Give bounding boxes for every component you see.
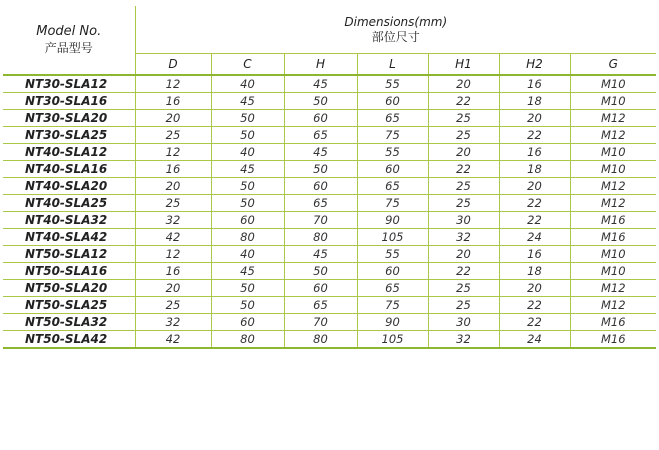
dimension-cell: 16 [135,161,211,178]
dimension-cell: 22 [499,127,570,144]
dimension-cell: 20 [499,280,570,297]
dimension-cell: 12 [135,246,211,263]
table-row [3,297,656,314]
dimension-cell: 55 [357,246,428,263]
model-number-cell: NT50-SLA42 [3,331,135,349]
model-header-cn: 产品型号 [44,41,93,55]
model-number-cell: NT50-SLA25 [3,297,135,314]
model-number-cell: NT40-SLA16 [3,161,135,178]
dimension-cell: 65 [284,195,357,212]
dimension-cell: 105 [357,331,428,349]
dimension-cell: 40 [211,75,284,93]
dimension-cell: 22 [499,297,570,314]
table-row [3,229,656,246]
model-header-en: Model No. [36,24,102,39]
table-row [3,331,656,349]
model-number-cell: NT40-SLA20 [3,178,135,195]
model-number-cell: NT30-SLA12 [3,75,135,93]
dimension-cell: 42 [135,331,211,349]
dimension-cell: 50 [211,297,284,314]
dimension-cell: 50 [211,178,284,195]
column-header: H [284,54,357,76]
dimension-cell: 90 [357,212,428,229]
dimension-cell: 25 [428,195,499,212]
dimensions-header-en: Dimensions(mm) [344,14,448,29]
table-row [3,75,656,93]
dimension-cell: 60 [357,263,428,280]
dimension-cell: 22 [428,263,499,280]
dimension-cell: 32 [428,229,499,246]
dimension-cell: M16 [570,212,656,229]
dimension-cell: 50 [284,93,357,110]
dimension-cell: 90 [357,314,428,331]
dimension-cell: 24 [499,331,570,349]
dimension-cell: 12 [135,75,211,93]
dimension-cell: 65 [357,178,428,195]
dimensions-table [3,6,656,349]
dimension-cell: 25 [135,127,211,144]
dimension-cell: 32 [135,212,211,229]
dimension-cell: 30 [428,212,499,229]
dimension-cell: M12 [570,127,656,144]
dimension-cell: 32 [135,314,211,331]
dimension-cell: 22 [499,195,570,212]
dimension-cell: M16 [570,314,656,331]
dimension-cell: 45 [284,246,357,263]
dimension-cell: 50 [211,280,284,297]
dimension-cell: 60 [211,314,284,331]
dimension-cell: 30 [428,314,499,331]
dimension-cell: 20 [499,110,570,127]
column-header: L [357,54,428,76]
column-header: C [211,54,284,76]
dimension-cell: M12 [570,195,656,212]
dimension-cell: 25 [135,195,211,212]
dimension-cell: 60 [211,212,284,229]
table-row [3,246,656,263]
dimension-cell: 18 [499,93,570,110]
dimensions-header-cn: 部位尺寸 [371,29,420,44]
dimension-cell: 25 [428,280,499,297]
dimension-cell: M12 [570,110,656,127]
dimension-cell: 22 [499,314,570,331]
dimension-cell: 20 [499,178,570,195]
dimension-cell: 65 [284,127,357,144]
table-body [3,75,656,348]
dimension-cell: 16 [499,144,570,161]
dimension-cell: M10 [570,75,656,93]
dimension-cell: M16 [570,229,656,246]
dimension-cell: 22 [499,212,570,229]
dimension-cell: 50 [211,110,284,127]
table-row [3,144,656,161]
dimensions-header [135,6,656,54]
dimension-cell: 24 [499,229,570,246]
column-header: H1 [428,54,499,76]
table-row [3,93,656,110]
model-number-cell: NT40-SLA32 [3,212,135,229]
dimension-cell: M10 [570,93,656,110]
dimension-cell: 12 [135,144,211,161]
dimension-cell: 20 [428,246,499,263]
dimension-cell: M10 [570,161,656,178]
dimension-cell: 45 [284,75,357,93]
dimension-cell: 80 [211,331,284,349]
dimension-cell: 32 [428,331,499,349]
dimension-cell: M12 [570,297,656,314]
dimension-cell: 50 [211,127,284,144]
dimension-cell: 20 [428,75,499,93]
column-header: G [570,54,656,76]
dimension-cell: 55 [357,75,428,93]
dimension-cell: 75 [357,195,428,212]
model-number-cell: NT30-SLA20 [3,110,135,127]
dimension-cell: 45 [211,161,284,178]
dimension-cell: 45 [284,144,357,161]
dimension-cell: 105 [357,229,428,246]
model-number-cell: NT30-SLA25 [3,127,135,144]
dimension-cell: 55 [357,144,428,161]
table-row [3,127,656,144]
dimension-cell: 40 [211,246,284,263]
dimension-cell: 70 [284,314,357,331]
table-row [3,110,656,127]
dimensions-table-container [3,6,656,349]
dimension-cell: 16 [499,246,570,263]
model-number-cell: NT50-SLA32 [3,314,135,331]
dimension-cell: 16 [135,263,211,280]
dimension-cell: 20 [135,280,211,297]
dimension-cell: 18 [499,263,570,280]
table-row [3,263,656,280]
model-number-cell: NT50-SLA16 [3,263,135,280]
dimension-cell: 25 [428,297,499,314]
dimension-cell: 22 [428,161,499,178]
dimension-cell: M12 [570,280,656,297]
dimension-cell: 50 [211,195,284,212]
dimension-cell: 25 [135,297,211,314]
dimension-cell: 20 [135,110,211,127]
dimension-cell: 18 [499,161,570,178]
dimension-cell: 75 [357,297,428,314]
table-row [3,280,656,297]
dimension-cell: 45 [211,93,284,110]
model-number-cell: NT40-SLA42 [3,229,135,246]
table-row [3,178,656,195]
dimension-cell: 60 [357,161,428,178]
model-header [3,6,135,75]
dimension-cell: 65 [357,110,428,127]
model-number-cell: NT50-SLA20 [3,280,135,297]
dimension-cell: 25 [428,110,499,127]
dimension-cell: 25 [428,178,499,195]
dimension-cell: M12 [570,178,656,195]
dimension-cell: M10 [570,263,656,280]
dimension-cell: 16 [135,93,211,110]
dimension-cell: 80 [284,229,357,246]
table-row [3,161,656,178]
dimension-cell: 60 [284,178,357,195]
model-number-cell: NT50-SLA12 [3,246,135,263]
dimension-cell: 50 [284,263,357,280]
table-row [3,195,656,212]
model-number-cell: NT40-SLA25 [3,195,135,212]
dimension-cell: 75 [357,127,428,144]
dimension-cell: 20 [135,178,211,195]
dimension-cell: 45 [211,263,284,280]
dimension-cell: M16 [570,331,656,349]
dimension-cell: 50 [284,161,357,178]
dimension-cell: 80 [211,229,284,246]
dimension-cell: 16 [499,75,570,93]
dimension-cell: 70 [284,212,357,229]
table-row [3,314,656,331]
dimension-cell: 60 [284,280,357,297]
dimension-cell: 60 [357,93,428,110]
table-row [3,212,656,229]
dimension-cell: 20 [428,144,499,161]
dimension-cell: 40 [211,144,284,161]
column-header: D [135,54,211,76]
dimension-cell: M10 [570,144,656,161]
dimension-cell: 65 [284,297,357,314]
dimension-cell: 60 [284,110,357,127]
dimension-cell: 22 [428,93,499,110]
model-number-cell: NT30-SLA16 [3,93,135,110]
dimension-cell: M10 [570,246,656,263]
dimension-cell: 80 [284,331,357,349]
model-number-cell: NT40-SLA12 [3,144,135,161]
dimension-cell: 42 [135,229,211,246]
dimension-cell: 25 [428,127,499,144]
table-header [3,6,656,75]
column-header: H2 [499,54,570,76]
dimension-cell: 65 [357,280,428,297]
